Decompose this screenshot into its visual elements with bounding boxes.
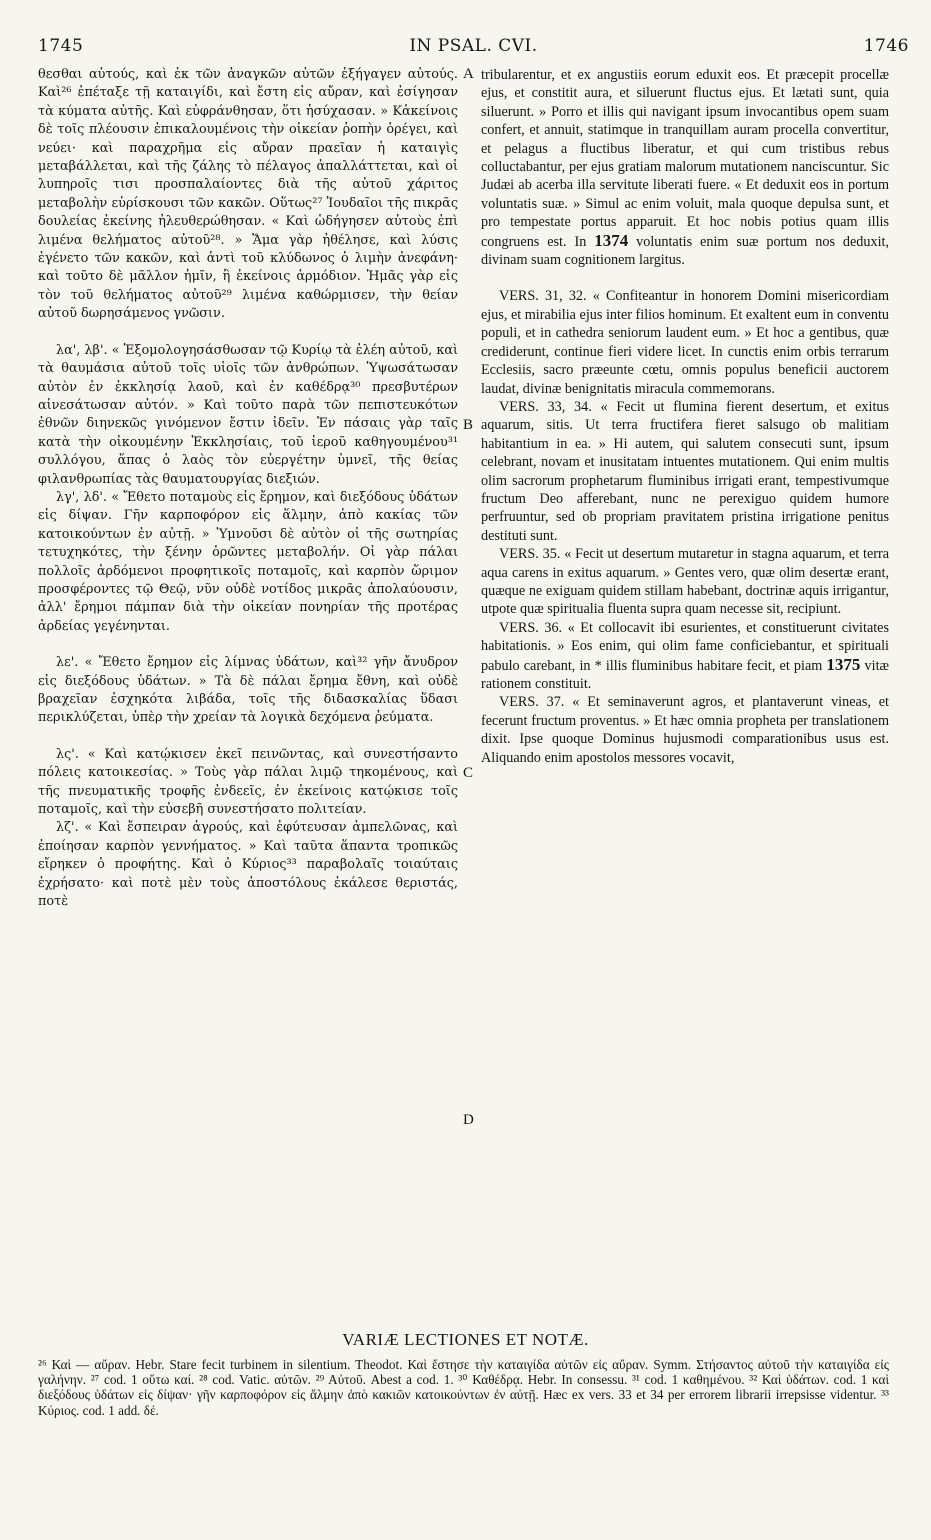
latin-paragraph: VERS. 31, 32. « Confiteantur in honorem Domini misericordiam ejus, et mirabilia ejus inter filios hominum. Et exaltent eum in conventu populi, et in cathedra seniorum laudent eum. » Et hoc a gentibus, quæ crediderunt, continue fieri videre licet. In cunctis enim orbis terrarum Ecclesiis, sacro præeunte cœtu, omnis populus beneficii auctorem laudat, divinæ benignitatis miracula commemorans. xyxy=(481,288,889,397)
running-title: IN PSAL. CVI. xyxy=(409,36,538,56)
column-number-left: 1745 xyxy=(38,36,84,56)
greek-paragraph: λε'. « Ἔθετο ἔρημον εἰς λίμνας ὑδάτων, καὶ³² γῆν ἄνυδρον εἰς διεξόδους ὑδάτων. » Τὰ δὲ πάλαι ἔρημα ἔθνη, καὶ οὐδὲ βραχεῖαν ἐσχηκότα λιβάδα, τοῖς τῆς διδασκαλίας ὕδασι περικλύζεται, ὑπὲρ τὴν χρείαν τὰ λογικὰ δεχόμενα ῥεύματα. xyxy=(38,655,458,726)
paragraph-gap xyxy=(38,728,458,746)
running-header xyxy=(38,36,909,60)
paragraph-gap xyxy=(38,324,458,342)
greek-paragraph: λς'. « Καὶ κατῴκισεν ἐκεῖ πεινῶντας, καὶ συνεστήσαντο πόλεις κατοικεσίας. » Τοὺς γὰρ πάλαι λιμῷ τηκομένους, καὶ τῆς πνευματικῆς τροφῆς ἐνδεεῖς, ἐν ἐκείνοις κατῴκισε τοῖς ποταμοῖς, καὶ τὴν εὐσεβῆ συνεστήσατο πολιτείαν. xyxy=(38,746,458,818)
greek-paragraph: λα', λβ'. « Ἐξομολογησάσθωσαν τῷ Κυρίῳ τὰ ἐλέη αὐτοῦ, καὶ τὰ θαυμάσια αὐτοῦ τοῖς υἱοῖς τῶν ἀνθρώπων. Ὑψωσάτωσαν αὐτὸν ἐν ἐκκλησίᾳ λαοῦ, καὶ ἐν καθέδρᾳ³⁰ πρεσβυτέρων αἰνεσάτωσαν αὐτόν. » Καὶ τοῦτο παρὰ τῶν πεπιστευκότων ἐθνῶν διηνεκῶς γινόμενον ἔστιν ἰδεῖν. Ἐν πάσαις γὰρ ταῖς κατὰ τὴν οἰκουμένην Ἐκκλησίαις, τοῦ ἱεροῦ καθηγουμένου³¹ συλλόγου, ἅπας ὁ λαὸς τὸν εὐεργέτην ὑμνεῖ, τῆς θείας φιλανθρωπίας τὰς θαυματουργίας διεξιών. xyxy=(38,342,458,487)
footnotes: ²⁶ Καὶ — αὔραν. Hebr. Stare fecit turbinem in silentium. Theodot. Καὶ ἔστησε τὴν καταιγίδα αὐτῶν εἰς αὔραν. Symm. Στήσαντος αὐτοῦ τὴν καταιγίδα εἰς γαλήνην. ²⁷ cod. 1 οὕτω καί. ²⁸ cod. Vatic. αὐτῶν. ²⁹ Αὐτοῦ. Abest a cod. 1. ³⁰ Καθέδρᾳ. Hebr. In consessu. ³¹ cod. 1 καθημένου. ³² Καὶ ὑδάτων. cod. 1 καὶ διεξόδους ὑδάτων εἰς δίψαν· γῆν καρποφόρον εἰς ἅλμην ἀπὸ κακιῶν κατοικούντων ἐν αὐτῇ. Hæc ex vers. 33 et 34 per errorem librarii irrepsisse videntur. ³³ Κύριος. cod. 1 add. δέ. xyxy=(38,1357,889,1418)
paragraph-gap xyxy=(38,636,458,654)
latin-paragraph: tribularentur, et ex angustiis eorum eduxit eos. Et præcepit procellæ ejus, et constitit aura, et siluerunt fluctus ejus. Et lætati sunt, quia siluerunt. » Porro et illis qui navigant ipsum invocantibus opem suam confert, et annuit, statimque in tranquillam auram procella convertitur, et pelagus a fluctibus liberatur, et qui cum tristibus rebus colluctabantur, per ejus gratiam malorum mutationem nanciscuntur. Sic Judæi ab acerba illa servitute liberati fuere. « Et deduxit eos in portum voluntatis suæ. » Simul ac enim voluit, mala quoque depulsa sunt, et pro tempestate portus apparuit. Et hoc nobis potius quam illis congruens est. In 1374 voluntatis enim suæ portum nos deduxit, divinam suam cognitionem largitus. xyxy=(481,67,890,269)
greek-paragraph: λζ'. « Καὶ ἔσπειραν ἀγρούς, καὶ ἐφύτευσαν ἀμπελῶνας, καὶ ἐποίησαν καρπὸν γεννήματος. » Καὶ ταῦτα ἅπαντα τροπικῶς εἴρηκεν ὁ προφήτης. Καὶ ὁ Κύριος³³ παραβολαῖς τοιαύταις ἐχρήσατο· καὶ ποτὲ μὲν τοὺς ἀποστόλους ἐκάλεσε θεριστάς, ποτὲ xyxy=(38,820,458,910)
paragraph-gap xyxy=(481,269,889,287)
notes-title: VARIÆ LECTIONES ET NOTÆ. xyxy=(342,1330,589,1349)
greek-column xyxy=(38,66,458,911)
column-number-1374: 1374 xyxy=(594,230,629,250)
margin-marker-b: B xyxy=(463,417,474,433)
greek-paragraph: θεσθαι αὐτούς, καὶ ἐκ τῶν ἀναγκῶν αὐτῶν ἐξήγαγεν αὐτούς. Καὶ²⁶ ἐπέταξε τῇ καταιγίδι, καὶ ἔστη εἰς αὔραν, καὶ ἐσίγησαν τὰ κύματα αὐτῆς. Καὶ εὐφράνθησαν, ὅτι ἡσύχασαν. » Κἀκείνοις δὲ τοῖς πλέουσιν ἐπικαλουμένοις τὴν οἰκείαν ῥοπὴν ὀρέγει, καὶ νεύει· καὶ παραχρῆμα εἰς αὔραν πραεῖαν ἡ καταιγὶς μεταβάλλεται, καὶ τῆς ζάλης τὸ πέλαγος ἀπαλλάττεται, καὶ οἱ λυπηροῖς τισι προσπαλαίοντες διὰ τῆς αὐτοῦ χάριτος μεταβολὴν εὑρίσκουσι τῶν κακῶν. Οὕτως²⁷ Ἰουδαῖοι τῆς πικρᾶς δουλείας ἐκείνης ἠλευθερώθησαν. « Καὶ ὡδήγησεν αὐτοὺς ἐπὶ λιμένα θελήματος αὐτοῦ²⁸. » Ἅμα γὰρ ἠθέλησε, καὶ λύσις ἐγένετο τῶν κακῶν, καὶ ἀντὶ τοῦ κλύδωνος ὁ λιμὴν ἀνεφάνη· καὶ τοῦτο δὲ μᾶλλον ἡμῖν, ἢ ἐκείνοις ἁρμόδιον. Ἡμᾶς γὰρ εἰς τὸν τοῦ θελήματος αὐτοῦ²⁹ λιμένα καθώρμισεν, τὴν θείαν αὐτοῦ δωρησάμενος γνῶσιν. xyxy=(38,67,458,322)
column-number-1375: 1375 xyxy=(826,654,861,674)
latin-paragraph: VERS. 33, 34. « Fecit ut flumina fierent desertum, et exitus aquarum, sitis. Ut terra fructifera fieret salsugo ob malitiam habitantium in ea. » Hi autem, qui salutem consecuti sunt, ipsum celebrant, novam et inusitatam intuentes mutationem. Qui enim multis olim sacrorum prophetarum fluminibus irrigati erant, tempestivumque fructum Deo afferebant, nunc ne perexiguo quidem humore perfruuntur, sed ob propriam pravitatem pristina irrigatione penitus destituti sunt. xyxy=(481,398,889,544)
latin-paragraph: VERS. 37. « Et seminaverunt agros, et plantaverunt vineas, et fecerunt fructum proventus. » Et hæc omnia propheta per translationem dixit. Ipse quoque Dominus hujusmodi comparationibus usus est. Aliquando enim apostolos messores vocavit, xyxy=(481,694,889,766)
margin-marker-a: A xyxy=(463,66,474,82)
column-number-right: 1746 xyxy=(863,36,909,56)
latin-paragraph: VERS. 36. « Et collocavit ibi esurientes, et constituerunt civitates habitationis. » Eos enim, qui olim fame conficiebantur, et spirituali pabulo carebant, in * illis fluminibus habitare fecit, et piam 1375 vitæ rationem constituit. xyxy=(481,619,889,692)
latin-column xyxy=(481,66,889,767)
margin-marker-c: C xyxy=(463,765,474,781)
greek-paragraph: λγ', λδ'. « Ἔθετο ποταμοὺς εἰς ἔρημον, καὶ διεξόδους ὑδάτων εἰς δίψαν. Γῆν καρποφόρον εἰς ἅλμην, ἀπὸ κακίας τῶν κατοικούντων ἐν αὐτῇ. » Ὑμνοῦσι δὲ αὐτὸν οἱ τῆς σωτηρίας τετυχηκότες, τὴν ξένην ὁρῶντες μεταβολήν. Οἱ γὰρ πάλαι πολλοῖς ἀρδόμενοι προφητικοῖς ποταμοῖς, καὶ καρπὸν ὥριμον προσφέροντες τῷ Θεῷ, νῦν οὐδὲ νοτίδος μικρᾶς ἀπολαύουσιν, ἀλλ' ἔρημοι πάμπαν διὰ τὴν οἰκείαν πονηρίαν τῆς προτέρας ἀρδείας γεγένηνται. xyxy=(38,489,458,634)
margin-marker-d: D xyxy=(463,1112,474,1128)
latin-paragraph: VERS. 35. « Fecit ut desertum mutaretur in stagna aquarum, et terra aqua carens in exitus aquarum. » Gentes vero, quæ olim desertæ erant, quæque ne exiguam quidem stillam habebant, doctrinæ aquis irrigantur, utpote quæ spiritualia fluenta supra quam necesse sit, recipiunt. xyxy=(481,546,889,618)
